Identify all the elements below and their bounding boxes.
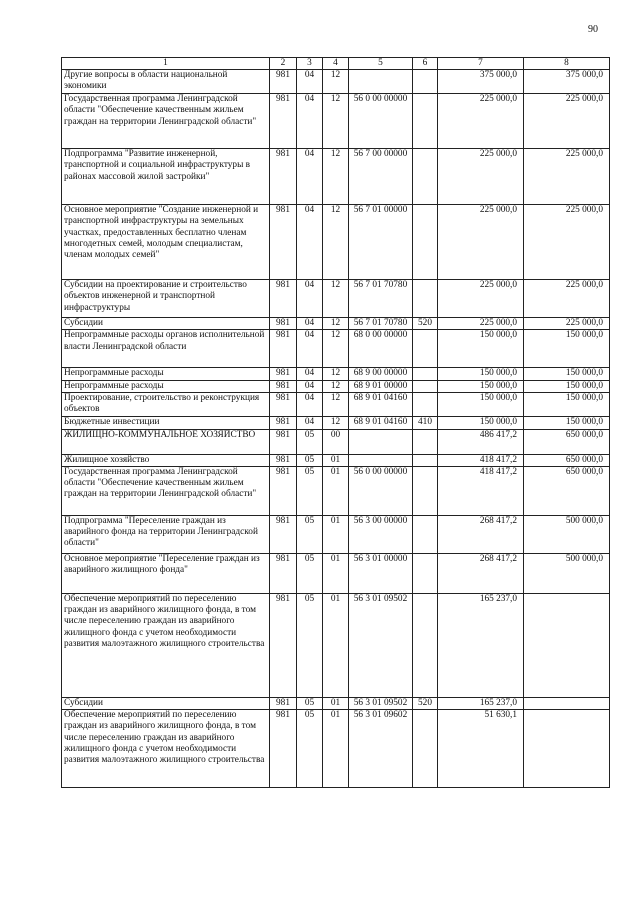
row-name: Бюджетные инвестиции — [62, 416, 270, 429]
table-row — [62, 70, 610, 94]
row-expense-type — [413, 205, 438, 280]
table-row — [62, 554, 610, 594]
header-cell: 3 — [297, 58, 323, 70]
row-name: Подпрограмма "Переселение граждан из аварийного фонда на территории Ленинградской области" — [62, 516, 270, 554]
row-amount-year2: 150 000,0 — [524, 392, 610, 416]
row-ministry-code: 981 — [270, 280, 297, 318]
row-target-code: 56 0 00 00000 — [349, 467, 413, 516]
table-row — [62, 318, 610, 330]
row-section-code: 04 — [297, 368, 323, 380]
row-subsection-code: 01 — [323, 454, 349, 466]
row-expense-type: 520 — [413, 698, 438, 710]
row-ministry-code: 981 — [270, 94, 297, 149]
row-name: Подпрограмма "Развитие инженерной, транспортной и социальной инфраструктуры в районах массовой жилой застройки" — [62, 149, 270, 205]
table-row — [62, 454, 610, 466]
row-subsection-code: 12 — [323, 318, 349, 330]
table-row — [62, 416, 610, 429]
row-expense-type — [413, 380, 438, 392]
row-subsection-code: 12 — [323, 368, 349, 380]
row-name: Субсидии — [62, 698, 270, 710]
row-name: Основное мероприятие "Создание инженерной и транспортной инфраструктуры на земельных участках, предоставленных бесплатно членам многодетных семей, молодым специалистам, членам молодых семей" — [62, 205, 270, 280]
row-ministry-code: 981 — [270, 330, 297, 368]
row-amount-year2: 225 000,0 — [524, 280, 610, 318]
row-amount-year2: 150 000,0 — [524, 330, 610, 368]
row-subsection-code: 01 — [323, 554, 349, 594]
header-cell: 5 — [349, 58, 413, 70]
row-target-code: 56 3 01 00000 — [349, 554, 413, 594]
row-amount-year1: 51 630,1 — [438, 710, 524, 788]
row-amount-year1: 165 237,0 — [438, 698, 524, 710]
row-subsection-code: 12 — [323, 416, 349, 429]
row-section-code: 04 — [297, 70, 323, 94]
row-expense-type — [413, 516, 438, 554]
row-ministry-code: 981 — [270, 318, 297, 330]
row-amount-year2: 150 000,0 — [524, 368, 610, 380]
row-amount-year1: 150 000,0 — [438, 330, 524, 368]
row-target-code: 56 3 00 00000 — [349, 516, 413, 554]
row-target-code: 68 9 01 04160 — [349, 392, 413, 416]
row-target-code: 56 7 01 70780 — [349, 280, 413, 318]
row-section-code: 04 — [297, 416, 323, 429]
row-target-code: 56 7 01 00000 — [349, 205, 413, 280]
row-amount-year2: 650 000,0 — [524, 467, 610, 516]
row-ministry-code: 981 — [270, 554, 297, 594]
row-amount-year1: 418 417,2 — [438, 467, 524, 516]
table-row — [62, 516, 610, 554]
row-amount-year2: 375 000,0 — [524, 70, 610, 94]
row-ministry-code: 981 — [270, 380, 297, 392]
row-amount-year1: 268 417,2 — [438, 516, 524, 554]
table-row — [62, 205, 610, 280]
header-cell: 1 — [62, 58, 270, 70]
row-ministry-code: 981 — [270, 149, 297, 205]
row-amount-year2: 500 000,0 — [524, 516, 610, 554]
row-expense-type — [413, 454, 438, 466]
row-amount-year2: 225 000,0 — [524, 94, 610, 149]
row-expense-type — [413, 70, 438, 94]
row-name: Непрограммные расходы — [62, 380, 270, 392]
row-amount-year1: 225 000,0 — [438, 280, 524, 318]
row-amount-year1: 375 000,0 — [438, 70, 524, 94]
row-amount-year1: 418 417,2 — [438, 454, 524, 466]
row-section-code: 04 — [297, 205, 323, 280]
row-section-code: 05 — [297, 516, 323, 554]
row-target-code: 68 9 00 00000 — [349, 368, 413, 380]
row-expense-type — [413, 594, 438, 698]
row-subsection-code: 12 — [323, 330, 349, 368]
row-amount-year1: 150 000,0 — [438, 380, 524, 392]
row-amount-year2 — [524, 710, 610, 788]
row-name: Непрограммные расходы органов исполнительной власти Ленинградской области — [62, 330, 270, 368]
row-target-code: 56 3 01 09602 — [349, 710, 413, 788]
row-subsection-code: 12 — [323, 380, 349, 392]
row-section-code: 05 — [297, 698, 323, 710]
row-name: Проектирование, строительство и реконструкция объектов — [62, 392, 270, 416]
row-ministry-code: 981 — [270, 454, 297, 466]
row-subsection-code: 01 — [323, 710, 349, 788]
row-section-code: 05 — [297, 467, 323, 516]
row-target-code — [349, 454, 413, 466]
row-ministry-code: 981 — [270, 205, 297, 280]
row-expense-type — [413, 429, 438, 454]
row-section-code: 04 — [297, 330, 323, 368]
header-cell: 8 — [524, 58, 610, 70]
row-subsection-code: 01 — [323, 698, 349, 710]
row-name: Другие вопросы в области национальной экономики — [62, 70, 270, 94]
row-name: Непрограммные расходы — [62, 368, 270, 380]
row-section-code: 05 — [297, 554, 323, 594]
row-subsection-code: 12 — [323, 94, 349, 149]
row-ministry-code: 981 — [270, 467, 297, 516]
row-expense-type — [413, 94, 438, 149]
budget-table — [61, 57, 610, 788]
table-row — [62, 467, 610, 516]
row-expense-type — [413, 280, 438, 318]
row-section-code: 05 — [297, 454, 323, 466]
table-row — [62, 330, 610, 368]
table-row — [62, 380, 610, 392]
table-row — [62, 94, 610, 149]
table-row — [62, 698, 610, 710]
row-section-code: 04 — [297, 380, 323, 392]
table-row — [62, 149, 610, 205]
row-amount-year1: 225 000,0 — [438, 318, 524, 330]
table-row — [62, 594, 610, 698]
row-name: Обеспечение мероприятий по переселению граждан из аварийного жилищного фонда, в том числе переселению граждан из аварийного жилищного фонда с учетом необходимости развития малоэтажного жилищного строительства — [62, 594, 270, 698]
row-ministry-code: 981 — [270, 70, 297, 94]
row-subsection-code: 01 — [323, 467, 349, 516]
row-expense-type — [413, 467, 438, 516]
row-amount-year2: 650 000,0 — [524, 429, 610, 454]
row-amount-year1: 225 000,0 — [438, 94, 524, 149]
row-subsection-code: 12 — [323, 280, 349, 318]
table-row — [62, 280, 610, 318]
row-ministry-code: 981 — [270, 594, 297, 698]
row-name: Государственная программа Ленинградской области "Обеспечение качественным жильем граждан на территории Ленинградской области" — [62, 94, 270, 149]
row-target-code: 68 0 00 00000 — [349, 330, 413, 368]
row-expense-type — [413, 554, 438, 594]
row-target-code: 56 7 01 70780 — [349, 318, 413, 330]
row-subsection-code: 12 — [323, 70, 349, 94]
table-row — [62, 392, 610, 416]
row-section-code: 04 — [297, 280, 323, 318]
row-subsection-code: 12 — [323, 392, 349, 416]
row-amount-year2: 225 000,0 — [524, 318, 610, 330]
row-amount-year1: 150 000,0 — [438, 392, 524, 416]
row-section-code: 04 — [297, 318, 323, 330]
row-ministry-code: 981 — [270, 368, 297, 380]
header-cell: 7 — [438, 58, 524, 70]
row-amount-year1: 150 000,0 — [438, 416, 524, 429]
row-section-code: 04 — [297, 149, 323, 205]
page-number: 90 — [588, 24, 598, 35]
row-ministry-code: 981 — [270, 429, 297, 454]
row-name: ЖИЛИЩНО-КОММУНАЛЬНОЕ ХОЗЯЙСТВО — [62, 429, 270, 454]
row-amount-year1: 165 237,0 — [438, 594, 524, 698]
row-name: Жилищное хозяйство — [62, 454, 270, 466]
row-section-code: 04 — [297, 392, 323, 416]
row-target-code: 68 9 01 04160 — [349, 416, 413, 429]
row-amount-year2: 225 000,0 — [524, 149, 610, 205]
row-ministry-code: 981 — [270, 392, 297, 416]
row-expense-type — [413, 149, 438, 205]
row-amount-year1: 268 417,2 — [438, 554, 524, 594]
row-section-code: 04 — [297, 94, 323, 149]
row-section-code: 05 — [297, 429, 323, 454]
header-cell: 6 — [413, 58, 438, 70]
row-subsection-code: 12 — [323, 205, 349, 280]
row-name: Государственная программа Ленинградской области "Обеспечение качественным жильем граждан на территории Ленинградской области" — [62, 467, 270, 516]
row-target-code: 56 3 01 09502 — [349, 698, 413, 710]
table-row — [62, 429, 610, 454]
row-amount-year2: 150 000,0 — [524, 380, 610, 392]
row-target-code — [349, 429, 413, 454]
row-ministry-code: 981 — [270, 516, 297, 554]
header-row — [62, 58, 610, 70]
row-target-code: 56 0 00 00000 — [349, 94, 413, 149]
row-target-code: 56 7 00 00000 — [349, 149, 413, 205]
row-amount-year2: 225 000,0 — [524, 205, 610, 280]
row-name: Основное мероприятие "Переселение граждан из аварийного жилищного фонда" — [62, 554, 270, 594]
row-amount-year2 — [524, 698, 610, 710]
row-amount-year1: 486 417,2 — [438, 429, 524, 454]
row-expense-type — [413, 368, 438, 380]
row-subsection-code: 12 — [323, 149, 349, 205]
row-amount-year2: 650 000,0 — [524, 454, 610, 466]
row-subsection-code: 01 — [323, 516, 349, 554]
row-target-code: 68 9 01 00000 — [349, 380, 413, 392]
row-amount-year2: 150 000,0 — [524, 416, 610, 429]
row-name: Субсидии — [62, 318, 270, 330]
row-expense-type — [413, 392, 438, 416]
row-section-code: 05 — [297, 594, 323, 698]
table-row — [62, 368, 610, 380]
row-amount-year2: 500 000,0 — [524, 554, 610, 594]
row-amount-year1: 225 000,0 — [438, 205, 524, 280]
row-name: Обеспечение мероприятий по переселению граждан из аварийного жилищного фонда, в том числе переселению граждан из аварийного жилищного фонда с учетом необходимости развития малоэтажного жилищного строительства — [62, 710, 270, 788]
header-cell: 2 — [270, 58, 297, 70]
row-section-code: 05 — [297, 710, 323, 788]
row-expense-type: 520 — [413, 318, 438, 330]
row-amount-year2 — [524, 594, 610, 698]
row-amount-year1: 150 000,0 — [438, 368, 524, 380]
row-name: Субсидии на проектирование и строительство объектов инженерной и транспортной инфраструктуры — [62, 280, 270, 318]
table-row — [62, 710, 610, 788]
row-ministry-code: 981 — [270, 710, 297, 788]
row-ministry-code: 981 — [270, 698, 297, 710]
row-target-code: 56 3 01 09502 — [349, 594, 413, 698]
row-subsection-code: 01 — [323, 594, 349, 698]
row-expense-type: 410 — [413, 416, 438, 429]
row-expense-type — [413, 710, 438, 788]
row-subsection-code: 00 — [323, 429, 349, 454]
row-ministry-code: 981 — [270, 416, 297, 429]
row-target-code — [349, 70, 413, 94]
row-expense-type — [413, 330, 438, 368]
row-amount-year1: 225 000,0 — [438, 149, 524, 205]
header-cell: 4 — [323, 58, 349, 70]
